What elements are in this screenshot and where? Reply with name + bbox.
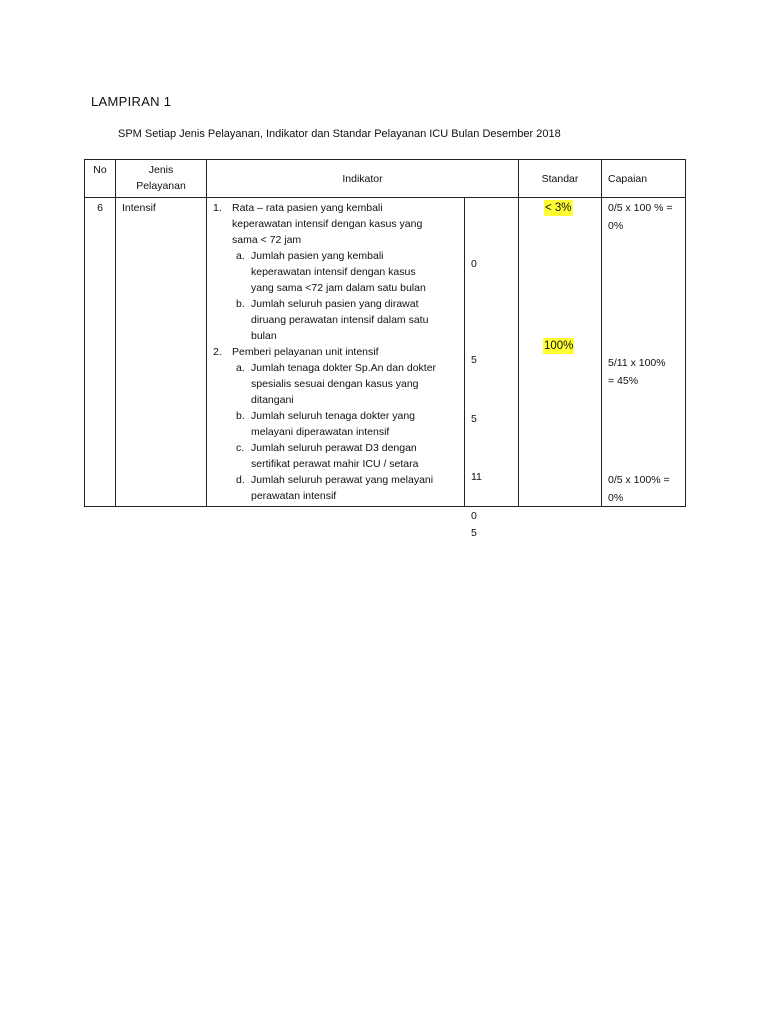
cell-no: 6 (85, 198, 116, 507)
standar-2: 100% (544, 340, 574, 352)
sub-item-letter: b. (236, 298, 245, 310)
indicator-sub-item (232, 408, 463, 440)
indicator-sub-item (232, 472, 463, 504)
indicator-sub-item (232, 440, 463, 472)
document-subtitle: SPM Setiap Jenis Pelayanan, Indikator dan Standar Pelayanan ICU Bulan Desember 2018 (118, 128, 561, 140)
header-capaian: Capaian (602, 160, 686, 198)
indicator-number: 2. (213, 346, 222, 358)
sub-item-text-line: keperawatan intensif dengan kasus (251, 266, 416, 278)
cell-standar (519, 198, 602, 507)
indicator-sub-item (232, 360, 463, 408)
sub-item-letter: a. (236, 250, 245, 262)
capaian-3-line1: 0/5 x 100% = (608, 474, 670, 486)
sub-item-text-line: Jumlah seluruh tenaga dokter yang (251, 410, 416, 422)
cell-jenis: Intensif (116, 198, 207, 507)
standar-1: < 3% (545, 202, 572, 214)
value-1a: 0 (471, 258, 477, 270)
sub-item-text-line: Jumlah seluruh perawat D3 dengan (251, 442, 417, 454)
sub-item-letter: d. (236, 474, 245, 486)
capaian-1-line2: 0% (608, 220, 624, 232)
cell-values (465, 198, 519, 539)
capaian-2-line1: 5/11 x 100% (608, 357, 666, 369)
cell-indikator (207, 198, 465, 507)
header-indikator: Indikator (207, 160, 519, 198)
sub-item-text-line: Jumlah pasien yang kembali (251, 250, 384, 262)
sub-item-text-line: spesialis sesuai dengan kasus yang (251, 378, 419, 390)
indicator-text-line: keperawatan intensif dengan kasus yang (232, 218, 423, 230)
capaian-2-line2: = 45% (608, 375, 639, 387)
header-jenis-pelayanan (116, 160, 207, 198)
table-row (85, 198, 686, 507)
value-2b: 11 (471, 471, 482, 483)
sub-item-text-line: melayani diperawatan intensif (251, 426, 390, 438)
header-jenis-line1: Jenis (148, 164, 174, 176)
header-jenis-line2: Pelayanan (136, 180, 186, 192)
sub-item-text-line: Jumlah seluruh perawat yang melayani (251, 474, 434, 486)
sub-item-letter: c. (236, 442, 245, 454)
cell-capaian (602, 198, 686, 507)
indicator-sub-item (232, 296, 463, 344)
indicator-list (213, 200, 463, 504)
sub-item-letter: b. (236, 410, 245, 422)
indicator-text-line: sama < 72 jam (232, 234, 302, 246)
indicator-number: 1. (213, 202, 222, 214)
header-standar: Standar (519, 160, 602, 198)
sub-item-text-line: perawatan intensif (251, 490, 337, 502)
sub-item-text-line: sertifikat perawat mahir ICU / setara (251, 458, 419, 470)
indicator-text-line: Rata – rata pasien yang kembali (232, 202, 383, 214)
indicator-sub-item (232, 248, 463, 296)
capaian-1-line1: 0/5 x 100 % = (608, 202, 673, 214)
sub-item-letter: a. (236, 362, 245, 374)
sub-item-text-line: ditangani (251, 394, 294, 406)
spm-table (84, 159, 686, 539)
indicator-text-line: Pemberi pelayanan unit intensif (232, 346, 379, 358)
value-2a: 5 (471, 413, 477, 425)
sub-item-text-line: diruang perawatan intensif dalam satu (251, 314, 429, 326)
sub-item-text-line: bulan (251, 330, 277, 342)
indicator-item (213, 344, 463, 504)
sub-item-text-line: yang sama <72 jam dalam satu bulan (251, 282, 426, 294)
value-2c: 0 (471, 510, 477, 522)
capaian-3-line2: 0% (608, 492, 624, 504)
value-2d: 5 (471, 527, 477, 539)
sub-item-text-line: Jumlah seluruh pasien yang dirawat (251, 298, 419, 310)
value-1b: 5 (471, 354, 477, 366)
document-heading: LAMPIRAN 1 (91, 94, 172, 109)
indicator-item (213, 200, 463, 344)
header-no: No (85, 160, 116, 198)
sub-item-text-line: Jumlah tenaga dokter Sp.An dan dokter (251, 362, 437, 374)
table-header-row (85, 160, 686, 198)
